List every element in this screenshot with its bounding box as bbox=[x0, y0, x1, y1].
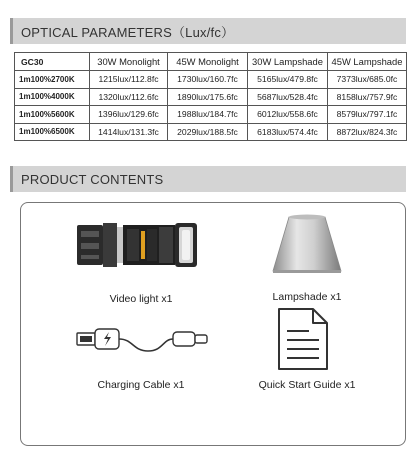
row-label: 1m100%4000K bbox=[15, 88, 90, 106]
table-cell: 2029lux/188.5fc bbox=[168, 123, 248, 141]
table-cell: 1988lux/184.7fc bbox=[168, 106, 248, 124]
table-row bbox=[15, 123, 407, 141]
row-label: 1m100%6500K bbox=[15, 123, 90, 141]
optical-parameters-table bbox=[14, 52, 407, 141]
table-cell: 5687lux/528.4fc bbox=[248, 88, 328, 106]
table-row bbox=[15, 88, 407, 106]
table-cell: 8872lux/824.3fc bbox=[328, 123, 407, 141]
table-cell: 1890lux/175.6fc bbox=[168, 88, 248, 106]
product-contents-box bbox=[20, 202, 406, 446]
charging-cable-icon bbox=[73, 321, 213, 361]
column-header: 30W Lampshade bbox=[248, 53, 328, 71]
table-row bbox=[15, 106, 407, 124]
quick-start-guide-label: Quick Start Guide x1 bbox=[258, 379, 356, 391]
lampshade-icon bbox=[267, 213, 347, 277]
document-icon bbox=[275, 307, 331, 371]
table-cell: 8579lux/797.1fc bbox=[328, 106, 407, 124]
table-cell: 7373lux/685.0fc bbox=[328, 71, 407, 89]
table-row bbox=[15, 71, 407, 89]
charging-cable-label: Charging Cable x1 bbox=[97, 379, 185, 391]
product-contents-title: PRODUCT CONTENTS bbox=[21, 171, 164, 187]
table-cell: 1730lux/160.7fc bbox=[168, 71, 248, 89]
optical-parameters-title: OPTICAL PARAMETERS（Lux/fc） bbox=[21, 24, 235, 40]
table-header-row bbox=[15, 53, 407, 71]
model-name: GC30 bbox=[15, 53, 90, 71]
column-header: 45W Lampshade bbox=[328, 53, 407, 71]
lampshade-label: Lampshade x1 bbox=[272, 291, 342, 303]
table-cell: 1215lux/112.8fc bbox=[90, 71, 168, 89]
table-cell: 6012lux/558.6fc bbox=[248, 106, 328, 124]
column-header: 45W Monolight bbox=[168, 53, 248, 71]
optical-parameters-header bbox=[10, 18, 406, 44]
table-cell: 8158lux/757.9fc bbox=[328, 88, 407, 106]
row-label: 1m100%5600K bbox=[15, 106, 90, 124]
column-header: 30W Monolight bbox=[90, 53, 168, 71]
table-cell: 6183lux/574.4fc bbox=[248, 123, 328, 141]
product-contents-header bbox=[10, 166, 406, 192]
table-cell: 1414lux/131.3fc bbox=[90, 123, 168, 141]
table-cell: 1396lux/129.6fc bbox=[90, 106, 168, 124]
table-cell: 1320lux/112.6fc bbox=[90, 88, 168, 106]
video-light-label: Video light x1 bbox=[109, 293, 173, 305]
table-cell: 5165lux/479.8fc bbox=[248, 71, 328, 89]
row-label: 1m100%2700K bbox=[15, 71, 90, 89]
video-light-icon bbox=[67, 217, 217, 273]
